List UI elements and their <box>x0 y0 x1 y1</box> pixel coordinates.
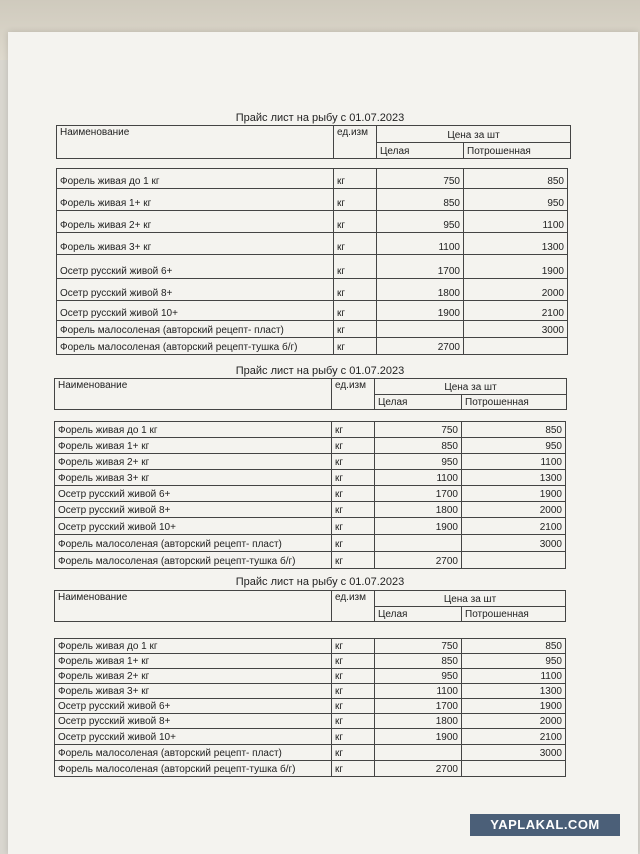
product-name-cell: Осетр русский живой 10+ <box>57 301 334 321</box>
header-gutted: Потрошенная <box>462 607 566 622</box>
header-price: Цена за шт <box>375 379 567 395</box>
price-gutted-cell: 1300 <box>464 233 568 255</box>
price-gutted-cell: 1300 <box>462 684 566 699</box>
unit-cell: кг <box>332 669 375 684</box>
price-whole-cell: 1800 <box>377 279 464 301</box>
product-name-cell: Осетр русский живой 8+ <box>57 279 334 301</box>
price-list-title: Прайс лист на рыбу с 01.07.2023 <box>235 112 405 124</box>
price-gutted-cell: 1900 <box>462 699 566 714</box>
product-name-cell: Форель живая 2+ кг <box>57 211 334 233</box>
price-gutted-cell: 2100 <box>462 729 566 745</box>
price-whole-cell: 850 <box>375 438 462 454</box>
unit-cell: кг <box>332 684 375 699</box>
table-row <box>57 211 568 233</box>
table-row <box>57 338 568 355</box>
product-name-cell: Осетр русский живой 6+ <box>55 699 332 714</box>
price-whole-cell <box>375 745 462 761</box>
price-whole-cell: 850 <box>377 189 464 211</box>
unit-cell: кг <box>334 169 377 189</box>
unit-cell: кг <box>332 714 375 729</box>
header-name: Наименование <box>55 591 332 622</box>
price-whole-cell: 950 <box>377 211 464 233</box>
price-gutted-cell: 3000 <box>462 535 566 552</box>
product-name-cell: Форель малосоленая (авторский рецепт- пласт) <box>55 745 332 761</box>
table-row <box>57 301 568 321</box>
table-row <box>55 518 566 535</box>
table-row <box>55 729 566 745</box>
price-whole-cell: 1800 <box>375 502 462 518</box>
unit-cell: кг <box>332 502 375 518</box>
unit-cell: кг <box>334 189 377 211</box>
unit-cell: кг <box>332 745 375 761</box>
product-name-cell: Форель живая 1+ кг <box>55 438 332 454</box>
product-name-cell: Осетр русский живой 10+ <box>55 729 332 745</box>
price-whole-cell: 750 <box>375 639 462 654</box>
price-whole-cell: 1100 <box>375 684 462 699</box>
unit-cell: кг <box>332 552 375 569</box>
price-gutted-cell: 2000 <box>462 714 566 729</box>
table-row <box>55 470 566 486</box>
unit-cell: кг <box>332 518 375 535</box>
price-whole-cell: 750 <box>377 169 464 189</box>
price-table-body <box>54 638 566 777</box>
price-whole-cell: 950 <box>375 669 462 684</box>
price-gutted-cell: 1300 <box>462 470 566 486</box>
price-table-header <box>56 125 571 159</box>
product-name-cell: Форель живая до 1 кг <box>55 422 332 438</box>
header-unit: ед.изм <box>332 379 375 410</box>
table-row <box>57 233 568 255</box>
product-name-cell: Форель живая до 1 кг <box>57 169 334 189</box>
product-name-cell: Форель малосоленая (авторский рецепт- пласт) <box>55 535 332 552</box>
price-whole-cell <box>377 321 464 338</box>
table-row <box>57 279 568 301</box>
table-row <box>55 761 566 777</box>
price-list-title: Прайс лист на рыбу с 01.07.2023 <box>235 576 405 588</box>
product-name-cell: Осетр русский живой 6+ <box>57 255 334 279</box>
unit-cell: кг <box>334 255 377 279</box>
product-name-cell: Форель живая 1+ кг <box>55 654 332 669</box>
unit-cell: кг <box>334 279 377 301</box>
price-gutted-cell <box>462 552 566 569</box>
table-row <box>57 169 568 189</box>
unit-cell: кг <box>332 729 375 745</box>
product-name-cell: Осетр русский живой 6+ <box>55 486 332 502</box>
price-gutted-cell: 2000 <box>464 279 568 301</box>
price-whole-cell: 1700 <box>375 486 462 502</box>
price-whole-cell: 1800 <box>375 714 462 729</box>
price-whole-cell: 1700 <box>375 699 462 714</box>
price-whole-cell: 1700 <box>377 255 464 279</box>
unit-cell: кг <box>332 654 375 669</box>
table-row <box>55 699 566 714</box>
price-gutted-cell: 2000 <box>462 502 566 518</box>
table-row <box>55 454 566 470</box>
price-whole-cell <box>375 535 462 552</box>
price-gutted-cell: 950 <box>462 438 566 454</box>
price-whole-cell: 2700 <box>377 338 464 355</box>
price-gutted-cell: 3000 <box>464 321 568 338</box>
price-whole-cell: 1900 <box>375 518 462 535</box>
table-row <box>55 422 566 438</box>
unit-cell: кг <box>334 301 377 321</box>
price-whole-cell: 1100 <box>377 233 464 255</box>
unit-cell: кг <box>332 761 375 777</box>
price-whole-cell: 1100 <box>375 470 462 486</box>
unit-cell: кг <box>332 486 375 502</box>
price-table-body <box>56 168 568 355</box>
product-name-cell: Осетр русский живой 8+ <box>55 714 332 729</box>
price-gutted-cell: 2100 <box>462 518 566 535</box>
unit-cell: кг <box>332 454 375 470</box>
product-name-cell: Форель живая 3+ кг <box>55 470 332 486</box>
price-gutted-cell: 3000 <box>462 745 566 761</box>
header-whole: Целая <box>377 143 464 159</box>
header-unit: ед.изм <box>332 591 375 622</box>
product-name-cell: Форель живая 1+ кг <box>57 189 334 211</box>
unit-cell: кг <box>334 338 377 355</box>
table-row <box>55 438 566 454</box>
price-whole-cell: 950 <box>375 454 462 470</box>
price-gutted-cell: 850 <box>464 169 568 189</box>
unit-cell: кг <box>332 422 375 438</box>
unit-cell: кг <box>332 639 375 654</box>
price-table-body <box>54 421 566 569</box>
price-table-header <box>54 590 566 622</box>
table-row <box>55 535 566 552</box>
table-row <box>55 502 566 518</box>
table-row <box>55 745 566 761</box>
price-whole-cell: 850 <box>375 654 462 669</box>
table-row <box>57 255 568 279</box>
product-name-cell: Форель живая 2+ кг <box>55 454 332 470</box>
product-name-cell: Форель малосоленая (авторский рецепт-тушка б/г) <box>55 552 332 569</box>
unit-cell: кг <box>334 233 377 255</box>
unit-cell: кг <box>332 535 375 552</box>
table-row <box>55 669 566 684</box>
header-name: Наименование <box>57 126 334 159</box>
header-gutted: Потрошенная <box>462 395 567 410</box>
header-unit: ед.изм <box>334 126 377 159</box>
header-gutted: Потрошенная <box>464 143 571 159</box>
price-whole-cell: 1900 <box>377 301 464 321</box>
price-gutted-cell: 1900 <box>464 255 568 279</box>
product-name-cell: Форель живая 3+ кг <box>57 233 334 255</box>
header-price: Цена за шт <box>375 591 566 607</box>
unit-cell: кг <box>332 470 375 486</box>
price-gutted-cell: 2100 <box>464 301 568 321</box>
header-whole: Целая <box>375 395 462 410</box>
product-name-cell: Форель малосоленая (авторский рецепт-тушка б/г) <box>55 761 332 777</box>
price-whole-cell: 750 <box>375 422 462 438</box>
table-row <box>55 714 566 729</box>
price-gutted-cell: 850 <box>462 639 566 654</box>
price-gutted-cell: 1900 <box>462 486 566 502</box>
table-row <box>55 486 566 502</box>
price-gutted-cell: 950 <box>462 654 566 669</box>
unit-cell: кг <box>332 438 375 454</box>
table-row <box>55 654 566 669</box>
table-row <box>57 321 568 338</box>
table-row <box>55 552 566 569</box>
product-name-cell: Осетр русский живой 10+ <box>55 518 332 535</box>
price-list-title: Прайс лист на рыбу с 01.07.2023 <box>235 365 405 377</box>
product-name-cell: Форель живая 3+ кг <box>55 684 332 699</box>
product-name-cell: Осетр русский живой 8+ <box>55 502 332 518</box>
price-whole-cell: 2700 <box>375 552 462 569</box>
price-gutted-cell: 1100 <box>462 454 566 470</box>
header-whole: Целая <box>375 607 462 622</box>
site-watermark: YAPLAKAL.COM <box>470 814 620 836</box>
product-name-cell: Форель живая до 1 кг <box>55 639 332 654</box>
header-price: Цена за шт <box>377 126 571 143</box>
price-gutted-cell: 850 <box>462 422 566 438</box>
unit-cell: кг <box>334 321 377 338</box>
price-gutted-cell <box>462 761 566 777</box>
table-row <box>55 684 566 699</box>
price-table-header <box>54 378 567 410</box>
price-gutted-cell: 1100 <box>464 211 568 233</box>
price-gutted-cell <box>464 338 568 355</box>
price-gutted-cell: 950 <box>464 189 568 211</box>
unit-cell: кг <box>332 699 375 714</box>
header-name: Наименование <box>55 379 332 410</box>
price-gutted-cell: 1100 <box>462 669 566 684</box>
table-row <box>57 189 568 211</box>
table-row <box>55 639 566 654</box>
product-name-cell: Форель малосоленая (авторский рецепт-тушка б/г) <box>57 338 334 355</box>
unit-cell: кг <box>334 211 377 233</box>
price-whole-cell: 2700 <box>375 761 462 777</box>
product-name-cell: Форель малосоленая (авторский рецепт- пласт) <box>57 321 334 338</box>
price-whole-cell: 1900 <box>375 729 462 745</box>
product-name-cell: Форель живая 2+ кг <box>55 669 332 684</box>
